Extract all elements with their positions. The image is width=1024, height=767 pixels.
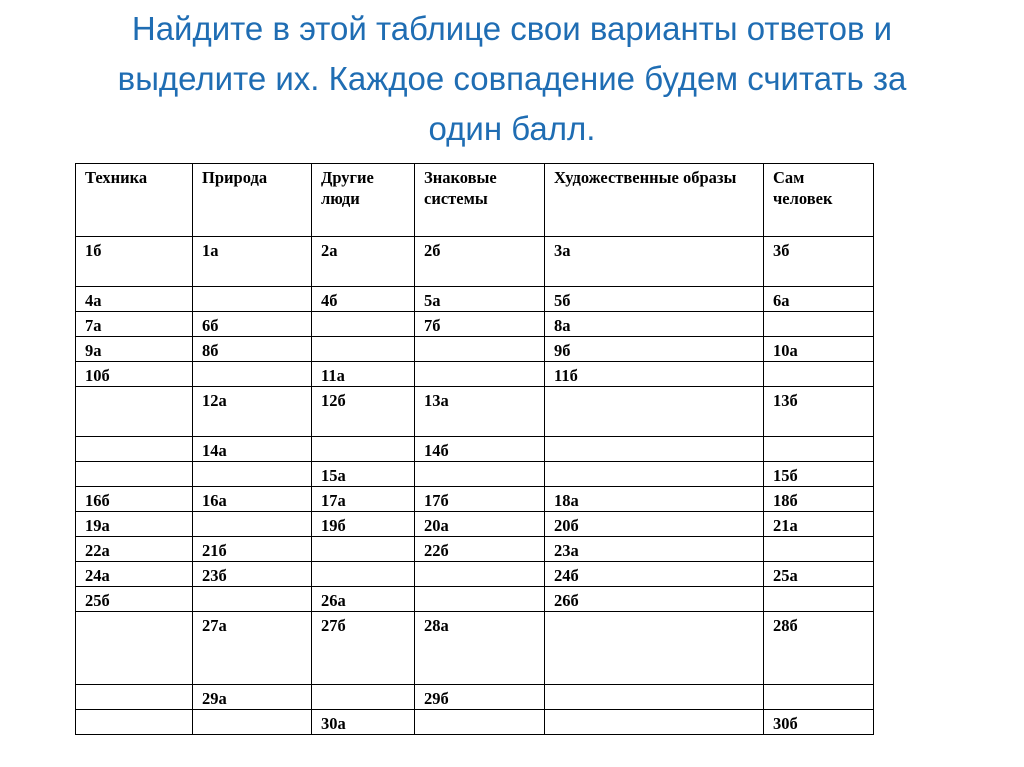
table-cell: 28б	[764, 612, 874, 685]
table-cell	[193, 710, 312, 735]
table-cell	[764, 685, 874, 710]
table-cell: 2б	[415, 237, 545, 287]
table-cell	[312, 562, 415, 587]
table-cell: 29б	[415, 685, 545, 710]
table-cell	[545, 710, 764, 735]
table-cell	[76, 437, 193, 462]
table-cell: 21а	[764, 512, 874, 537]
table-cell	[545, 437, 764, 462]
table-row	[76, 710, 874, 735]
table-cell	[415, 710, 545, 735]
table-cell	[312, 537, 415, 562]
table-cell	[193, 362, 312, 387]
table-cell: 7а	[76, 312, 193, 337]
table-cell	[312, 685, 415, 710]
header-cell-self: Сам человек	[764, 164, 874, 237]
table-cell: 17б	[415, 487, 545, 512]
table-cell: 19б	[312, 512, 415, 537]
table-cell	[312, 312, 415, 337]
table-row	[76, 612, 874, 685]
table-cell: 5а	[415, 287, 545, 312]
table-cell	[415, 462, 545, 487]
table-cell: 30б	[764, 710, 874, 735]
table-cell: 26а	[312, 587, 415, 612]
table-cell: 24б	[545, 562, 764, 587]
table-row	[76, 512, 874, 537]
table-row	[76, 337, 874, 362]
table-cell: 1а	[193, 237, 312, 287]
table-cell	[193, 287, 312, 312]
table-row	[76, 462, 874, 487]
table-cell: 9б	[545, 337, 764, 362]
table-cell: 15а	[312, 462, 415, 487]
table-cell: 12а	[193, 387, 312, 437]
table-cell	[545, 387, 764, 437]
table-row	[76, 237, 874, 287]
table-cell	[76, 685, 193, 710]
table-body	[76, 237, 874, 735]
table-cell: 3а	[545, 237, 764, 287]
table-row	[76, 562, 874, 587]
table-cell: 11а	[312, 362, 415, 387]
table-cell: 18б	[764, 487, 874, 512]
table-row	[76, 537, 874, 562]
table-row	[76, 362, 874, 387]
title-line-2: выделите их. Каждое совпадение будем считать за	[117, 60, 907, 97]
table-cell	[193, 587, 312, 612]
table-cell: 1б	[76, 237, 193, 287]
table-cell: 28а	[415, 612, 545, 685]
table-row	[76, 685, 874, 710]
table-cell: 7б	[415, 312, 545, 337]
table-header	[76, 164, 874, 237]
table-cell	[76, 612, 193, 685]
table-cell: 24а	[76, 562, 193, 587]
table-cell: 27б	[312, 612, 415, 685]
header-cell-technology: Техника	[76, 164, 193, 237]
table-cell	[193, 512, 312, 537]
header-cell-sign-systems: Знаковые системы	[415, 164, 545, 237]
table-cell: 15б	[764, 462, 874, 487]
table-cell: 8б	[193, 337, 312, 362]
table-cell: 5б	[545, 287, 764, 312]
header-cell-artistic-images: Художественные образы	[545, 164, 764, 237]
table-cell	[76, 387, 193, 437]
table-cell: 26б	[545, 587, 764, 612]
table-cell: 23а	[545, 537, 764, 562]
table-cell	[312, 337, 415, 362]
title-line-1: Найдите в этой таблице свои варианты ответов и	[131, 10, 893, 47]
table-cell: 10б	[76, 362, 193, 387]
table-cell: 25б	[76, 587, 193, 612]
table-cell: 27а	[193, 612, 312, 685]
table-cell: 25а	[764, 562, 874, 587]
answers-table	[75, 163, 874, 735]
header-cell-nature: Природа	[193, 164, 312, 237]
table-cell: 30а	[312, 710, 415, 735]
table-cell	[312, 437, 415, 462]
table-cell: 9а	[76, 337, 193, 362]
slide-title	[60, 4, 964, 154]
table-cell: 23б	[193, 562, 312, 587]
table-cell: 17а	[312, 487, 415, 512]
table-cell	[76, 710, 193, 735]
table-cell: 12б	[312, 387, 415, 437]
table-cell: 4б	[312, 287, 415, 312]
table-cell: 22а	[76, 537, 193, 562]
table-cell: 6б	[193, 312, 312, 337]
table-row	[76, 287, 874, 312]
table-cell: 6а	[764, 287, 874, 312]
table-cell	[415, 562, 545, 587]
table-cell: 16б	[76, 487, 193, 512]
table-cell: 2а	[312, 237, 415, 287]
table-cell: 21б	[193, 537, 312, 562]
table-cell	[545, 612, 764, 685]
table-row	[76, 587, 874, 612]
title-line-3: один балл.	[428, 110, 596, 147]
table-cell	[764, 537, 874, 562]
table-row	[76, 387, 874, 437]
table-cell: 8а	[545, 312, 764, 337]
table-cell: 20а	[415, 512, 545, 537]
table-row	[76, 312, 874, 337]
table-cell	[764, 362, 874, 387]
table-cell: 13а	[415, 387, 545, 437]
table-cell: 14б	[415, 437, 545, 462]
table-cell	[193, 462, 312, 487]
table-cell	[545, 462, 764, 487]
header-cell-other-people: Другие люди	[312, 164, 415, 237]
table-cell: 11б	[545, 362, 764, 387]
table-cell	[545, 685, 764, 710]
table-cell: 14а	[193, 437, 312, 462]
table-cell: 3б	[764, 237, 874, 287]
table-cell	[415, 587, 545, 612]
table-cell	[76, 462, 193, 487]
table-cell: 4а	[76, 287, 193, 312]
table-cell	[415, 362, 545, 387]
header-row	[76, 164, 874, 237]
table-cell	[764, 312, 874, 337]
table-row	[76, 437, 874, 462]
table-cell: 13б	[764, 387, 874, 437]
table-cell: 20б	[545, 512, 764, 537]
table-cell	[764, 437, 874, 462]
table-row	[76, 487, 874, 512]
table-cell	[415, 337, 545, 362]
table-cell	[764, 587, 874, 612]
table-cell: 16а	[193, 487, 312, 512]
table-cell: 10а	[764, 337, 874, 362]
table-cell: 19а	[76, 512, 193, 537]
table-cell: 29а	[193, 685, 312, 710]
table-cell: 22б	[415, 537, 545, 562]
table-cell: 18а	[545, 487, 764, 512]
